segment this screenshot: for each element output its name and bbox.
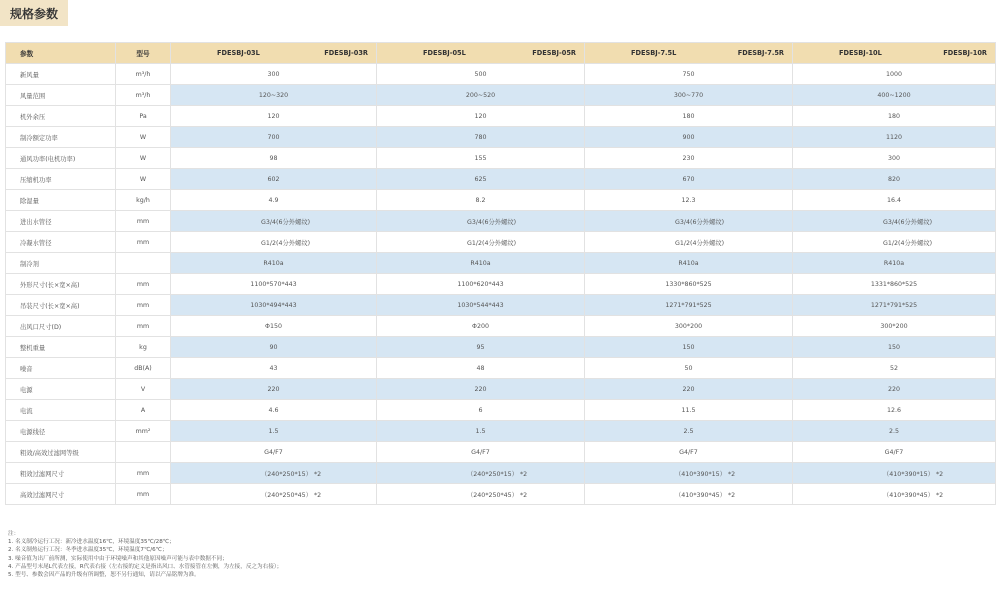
row-value: （410*390*15） *2 — [793, 463, 996, 484]
row-value: 230 — [585, 148, 793, 169]
model-name: FDESBJ-10L — [839, 49, 882, 57]
table-row — [6, 85, 996, 106]
row-value: 220 — [585, 379, 793, 400]
row-value: 120~320 — [171, 85, 377, 106]
row-unit: m³/h — [116, 64, 171, 85]
row-value: （240*250*45） *2 — [377, 484, 585, 505]
row-value: G4/F7 — [377, 442, 585, 463]
row-value: 670 — [585, 169, 793, 190]
row-value: 120 — [171, 106, 377, 127]
row-value: （410*390*45） *2 — [793, 484, 996, 505]
row-value: G1/2(4分外螺纹) — [793, 232, 996, 253]
row-value: 2.5 — [585, 421, 793, 442]
table-row — [6, 106, 996, 127]
row-unit: mm — [116, 274, 171, 295]
row-value: G3/4(6分外螺纹) — [793, 211, 996, 232]
row-param-label: 外形尺寸(长×宽×高) — [6, 274, 116, 295]
footnote-heading: 注： — [8, 531, 20, 537]
row-value: 1.5 — [171, 421, 377, 442]
row-value: 150 — [585, 337, 793, 358]
row-param-label: 制冷剂 — [6, 253, 116, 274]
header-model-group — [171, 43, 377, 64]
row-value: 300*200 — [793, 316, 996, 337]
table-row — [6, 463, 996, 484]
row-value: 180 — [793, 106, 996, 127]
row-param-label: 制冷额定功率 — [6, 127, 116, 148]
row-param-label: 电源 — [6, 379, 116, 400]
row-value: 12.3 — [585, 190, 793, 211]
row-unit: mm — [116, 295, 171, 316]
row-value: （410*390*45） *2 — [585, 484, 793, 505]
row-value: G4/F7 — [171, 442, 377, 463]
row-value: R410a — [585, 253, 793, 274]
table-row — [6, 64, 996, 85]
row-unit: Pa — [116, 106, 171, 127]
row-param-label: 进出水管径 — [6, 211, 116, 232]
row-unit: W — [116, 169, 171, 190]
row-unit — [116, 253, 171, 274]
row-value: 1030*494*443 — [171, 295, 377, 316]
row-value: G1/2(4分外螺纹) — [585, 232, 793, 253]
row-value: 4.6 — [171, 400, 377, 421]
model-name: FDESBJ-7.5L — [631, 49, 677, 57]
row-value: 780 — [377, 127, 585, 148]
row-value: 400~1200 — [793, 85, 996, 106]
row-value: R410a — [793, 253, 996, 274]
row-value: 700 — [171, 127, 377, 148]
row-value: 50 — [585, 358, 793, 379]
row-value: 602 — [171, 169, 377, 190]
row-value: 6 — [377, 400, 585, 421]
row-value: R410a — [171, 253, 377, 274]
row-value: 1330*860*525 — [585, 274, 793, 295]
row-value: 750 — [585, 64, 793, 85]
row-unit: W — [116, 148, 171, 169]
row-value: G4/F7 — [793, 442, 996, 463]
row-param-label: 粗效过滤网尺寸 — [6, 463, 116, 484]
table-row — [6, 211, 996, 232]
row-value: G1/2(4分外螺纹) — [171, 232, 377, 253]
row-unit: dB(A) — [116, 358, 171, 379]
page-title: 规格参数 — [0, 0, 68, 26]
row-param-label: 出风口尺寸(D) — [6, 316, 116, 337]
row-value: 1120 — [793, 127, 996, 148]
row-value: 12.6 — [793, 400, 996, 421]
row-param-label: 电流 — [6, 400, 116, 421]
row-param-label: 除湿量 — [6, 190, 116, 211]
row-value: Φ150 — [171, 316, 377, 337]
row-value: 155 — [377, 148, 585, 169]
row-value: 300 — [171, 64, 377, 85]
spec-table-body — [6, 64, 996, 505]
row-param-label: 风量范围 — [6, 85, 116, 106]
table-row — [6, 295, 996, 316]
row-param-label: 电源线径 — [6, 421, 116, 442]
model-name: FDESBJ-10R — [943, 49, 987, 57]
header-model: 型号 — [116, 43, 171, 64]
table-row — [6, 316, 996, 337]
row-param-label: 冷凝水管径 — [6, 232, 116, 253]
table-row — [6, 232, 996, 253]
header-model-group — [585, 43, 793, 64]
row-unit: kg/h — [116, 190, 171, 211]
row-value: 120 — [377, 106, 585, 127]
table-row — [6, 190, 996, 211]
row-value: 16.4 — [793, 190, 996, 211]
row-value: 200~520 — [377, 85, 585, 106]
row-value: 1331*860*525 — [793, 274, 996, 295]
row-param-label: 高效过滤网尺寸 — [6, 484, 116, 505]
row-value: 8.2 — [377, 190, 585, 211]
row-value: 11.5 — [585, 400, 793, 421]
spec-table — [5, 42, 996, 505]
row-unit: mm — [116, 484, 171, 505]
row-value: 300 — [793, 148, 996, 169]
footnote-item: 5. 型号、参数会因产品的升级有所调整，恕不另行通知，请以产品铭牌为准。 — [8, 572, 200, 579]
header-model-group — [793, 43, 996, 64]
row-value: 48 — [377, 358, 585, 379]
row-unit: mm — [116, 232, 171, 253]
model-name: FDESBJ-05R — [532, 49, 576, 57]
row-value: 300*200 — [585, 316, 793, 337]
row-value: 43 — [171, 358, 377, 379]
table-row — [6, 400, 996, 421]
table-row — [6, 442, 996, 463]
row-value: 1271*791*525 — [585, 295, 793, 316]
row-value: 150 — [793, 337, 996, 358]
row-value: 500 — [377, 64, 585, 85]
row-value: 1100*570*443 — [171, 274, 377, 295]
row-param-label: 粗效/高效过滤网等级 — [6, 442, 116, 463]
header-model-group — [377, 43, 585, 64]
table-row — [6, 337, 996, 358]
row-param-label: 吊装尺寸(长×宽×高) — [6, 295, 116, 316]
footnote-item: 4. 产品型号末尾L代表左接，R代表右接（左右接的定义是指出风口、水管接管在左侧，为左接，反之为右接）； — [8, 563, 283, 570]
row-unit: m³/h — [116, 85, 171, 106]
row-value: G3/4(6分外螺纹) — [585, 211, 793, 232]
model-name: FDESBJ-7.5R — [737, 49, 784, 57]
row-value: 90 — [171, 337, 377, 358]
row-value: 1.5 — [377, 421, 585, 442]
row-value: G1/2(4分外螺纹) — [377, 232, 585, 253]
row-param-label: 噪音 — [6, 358, 116, 379]
row-param-label: 通风功率(电机功率) — [6, 148, 116, 169]
footnote-item: 3. 噪音值为出厂前所测，实际使用中由于环境噪声和其他原因噪声可能与表中数据不同； — [8, 555, 228, 562]
row-value: 220 — [793, 379, 996, 400]
table-row — [6, 274, 996, 295]
table-row — [6, 127, 996, 148]
row-value: 1271*791*525 — [793, 295, 996, 316]
table-row — [6, 379, 996, 400]
row-param-label: 新风量 — [6, 64, 116, 85]
row-value: 1100*620*443 — [377, 274, 585, 295]
table-row — [6, 358, 996, 379]
spec-table-header — [6, 43, 996, 64]
row-unit: mm² — [116, 421, 171, 442]
row-value: 820 — [793, 169, 996, 190]
row-value: 52 — [793, 358, 996, 379]
row-value: 1000 — [793, 64, 996, 85]
row-unit: A — [116, 400, 171, 421]
row-value: Φ200 — [377, 316, 585, 337]
row-value: 2.5 — [793, 421, 996, 442]
footnotes — [8, 530, 282, 579]
row-value: （410*390*15） *2 — [585, 463, 793, 484]
header-param: 参数 — [6, 43, 116, 64]
table-row — [6, 484, 996, 505]
row-param-label: 压缩机功率 — [6, 169, 116, 190]
row-value: 220 — [377, 379, 585, 400]
row-value: 220 — [171, 379, 377, 400]
row-value: 95 — [377, 337, 585, 358]
row-unit: mm — [116, 211, 171, 232]
model-name: FDESBJ-05L — [423, 49, 466, 57]
row-param-label: 机外余压 — [6, 106, 116, 127]
row-unit: W — [116, 127, 171, 148]
row-value: 180 — [585, 106, 793, 127]
footnote-item: 2. 名义制热运行工况：冬季进水温度35℃，环境温度7℃/6℃； — [8, 547, 168, 554]
row-unit: V — [116, 379, 171, 400]
row-value: G3/4(6分外螺纹) — [377, 211, 585, 232]
table-row — [6, 169, 996, 190]
row-value: R410a — [377, 253, 585, 274]
row-value: G3/4(6分外螺纹) — [171, 211, 377, 232]
row-value: 1030*544*443 — [377, 295, 585, 316]
row-value: （240*250*15） *2 — [377, 463, 585, 484]
footnote-item: 1. 名义制冷运行工况：新冷进水温度16℃，环境温度35℃/28℃； — [8, 539, 175, 546]
row-param-label: 整机重量 — [6, 337, 116, 358]
row-value: （240*250*15） *2 — [171, 463, 377, 484]
row-unit: mm — [116, 463, 171, 484]
row-value: G4/F7 — [585, 442, 793, 463]
row-value: （240*250*45） *2 — [171, 484, 377, 505]
table-row — [6, 253, 996, 274]
row-unit — [116, 442, 171, 463]
row-value: 300~770 — [585, 85, 793, 106]
row-unit: kg — [116, 337, 171, 358]
row-value: 98 — [171, 148, 377, 169]
model-name: FDESBJ-03R — [324, 49, 368, 57]
row-value: 625 — [377, 169, 585, 190]
model-name: FDESBJ-03L — [217, 49, 260, 57]
row-value: 900 — [585, 127, 793, 148]
row-unit: mm — [116, 316, 171, 337]
table-row — [6, 148, 996, 169]
row-value: 4.9 — [171, 190, 377, 211]
table-row — [6, 421, 996, 442]
